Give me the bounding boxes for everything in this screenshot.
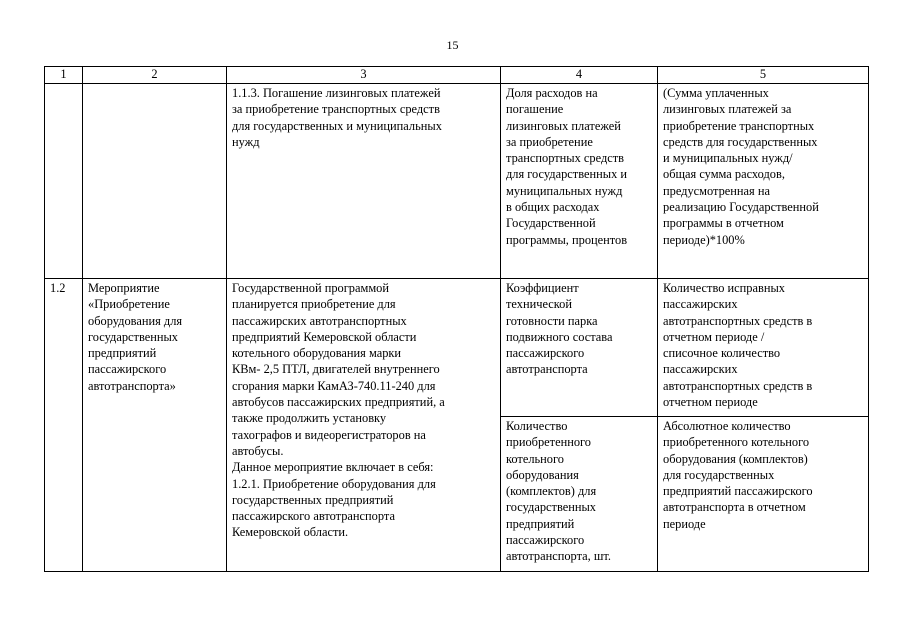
indicator-cell: Коэффициент технической готовности парка подвижного состава пассажирского автотранспорта [501,279,658,417]
header-cell-5: 5 [658,67,869,84]
page-number: 15 [446,38,459,52]
description-cell: Государственной программой планируется приобретение для пассажирских автотранспортных предприятий Кемеровской области котельного оборудования марки КВм- 2,5 ПТЛ, двигателей внутреннего сгорания марки КамАЗ-740.11-240 для автобусов пассажирских предприятий, а также продолжить установку тахографов и видеорегистраторов на автобусы. Данное мероприятие включает в себя: 1.2.1. Приобретение оборудования для государственных предприятий пассажирского автотранспорта Кемеровской области. [227,279,501,572]
header-cell-4: 4 [501,67,658,84]
indicator-cell: Количество приобретенного котельного оборудования (комплектов) для государственных предприятий пассажирского автотранспорта, шт. [501,417,658,572]
description-cell: 1.1.3. Погашение лизинговых платежей за приобретение транспортных средств для государственных и муниципальных нужд [227,84,501,279]
header-cell-2: 2 [83,67,227,84]
formula-cell: (Сумма уплаченных лизинговых платежей за приобретение транспортных средств для государственных и муниципальных нужд/ общая сумма расходов, предусмотренная на реализацию Государственной программы в отчетном периоде)*100% [658,84,869,279]
row-number-cell: 1.2 [45,279,83,572]
indicator-cell: Доля расходов на погашение лизинговых платежей за приобретение транспортных средств для государственных и муниципальных нужд в общих расходах Государственной программы, процентов [501,84,658,279]
indicator-table [44,66,869,572]
table-row [45,84,869,279]
header-row [45,67,869,84]
header-cell-1: 1 [45,67,83,84]
formula-cell: Абсолютное количество приобретенного котельного оборудования (комплектов) для государственных предприятий пассажирского автотранспорта в отчетном периоде [658,417,869,572]
header-cell-3: 3 [227,67,501,84]
formula-cell: Количество исправных пассажирских автотранспортных средств в отчетном периоде / списочное количество пассажирских автотранспортных средств в отчетном периоде [658,279,869,417]
table-row [45,279,869,417]
row-number-cell [45,84,83,279]
activity-cell [83,84,227,279]
activity-cell: Мероприятие «Приобретение оборудования для государственных предприятий пассажирского автотранспорта» [83,279,227,572]
